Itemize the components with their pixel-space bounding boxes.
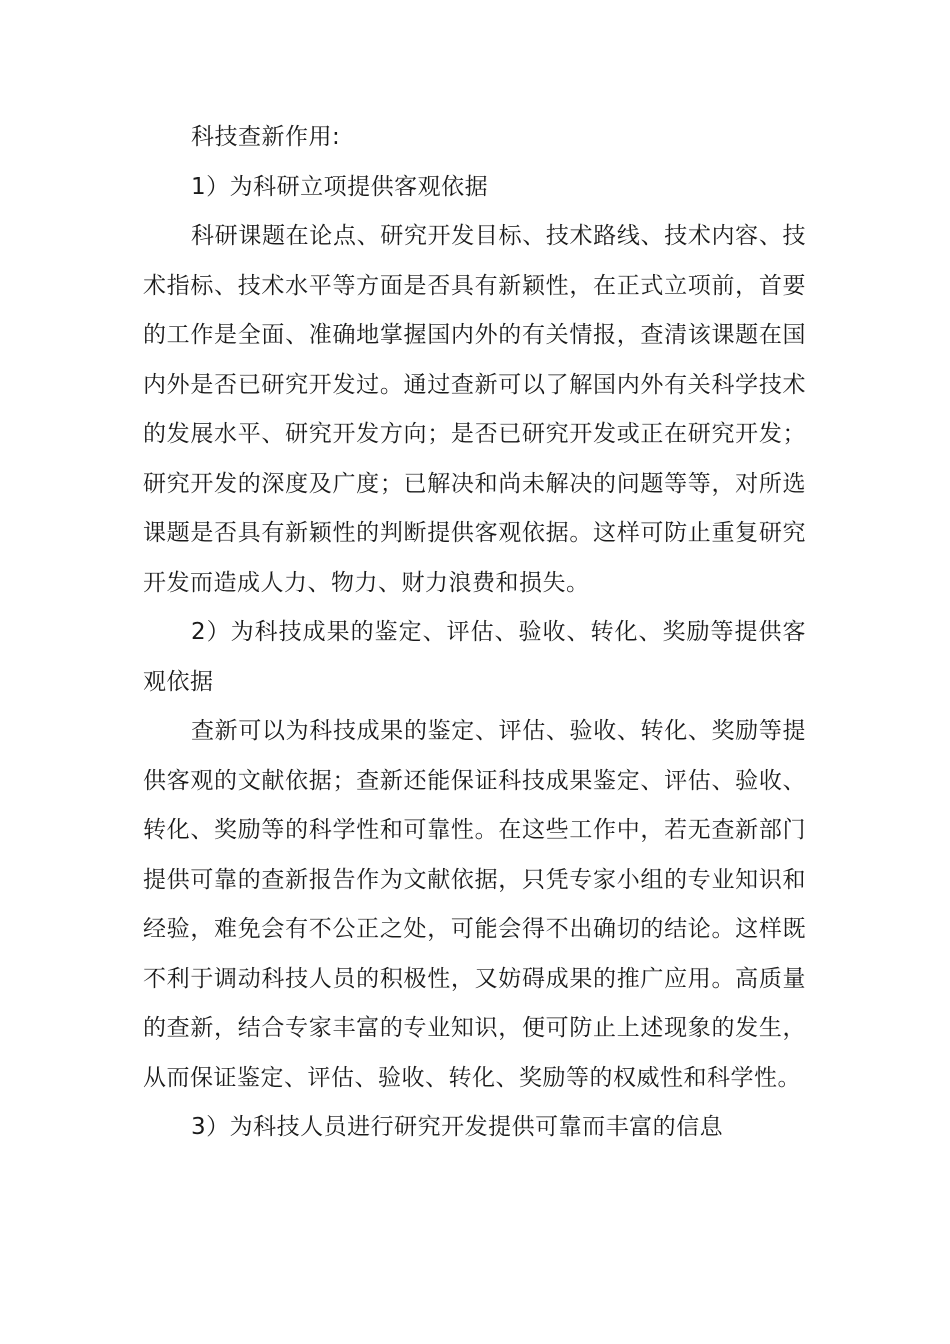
section-2-title: 2）为科技成果的鉴定、评估、验收、转化、奖励等提供客观依据 — [143, 619, 806, 695]
document-body — [143, 113, 806, 1153]
section-3-title: 3）为科技人员进行研究开发提供可靠而丰富的信息 — [191, 1114, 724, 1140]
document-heading: 科技查新作用: — [191, 124, 341, 150]
section-1-paragraph: 科研课题在论点、研究开发目标、技术路线、技术内容、技术指标、技术水平等方面是否具有新颖性，在正式立项前，首要的工作是全面、准确地掌握国内外的有关情报，查清该课题在国内外是否已研究开发过。通过查新可以了解国内外有关科学技术的发展水平、研究开发方向；是否已研究开发或正在研究开发；研究开发的深度及广度；已解决和尚未解决的问题等等，对所选课题是否具有新颖性的判断提供客观依据。这样可防止重复研究开发而造成人力、物力、财力浪费和损失。 — [143, 223, 806, 596]
section-1-title: 1）为科研立项提供客观依据 — [191, 173, 489, 200]
section-2-paragraph: 查新可以为科技成果的鉴定、评估、验收、转化、奖励等提供客观的文献依据；查新还能保证科技成果鉴定、评估、验收、转化、奖励等的科学性和可靠性。在这些工作中，若无查新部门提供可靠的查新报告作为文献依据，只凭专家小组的专业知识和经验，难免会有不公正之处，可能会得不出确切的结论。这样既不利于调动科技人员的积极性，又妨碍成果的推广应用。高质量的查新，结合专家丰富的专业知识，便可防止上述现象的发生，从而保证鉴定、评估、验收、转化、奖励等的权威性和科学性。 — [143, 718, 806, 1091]
